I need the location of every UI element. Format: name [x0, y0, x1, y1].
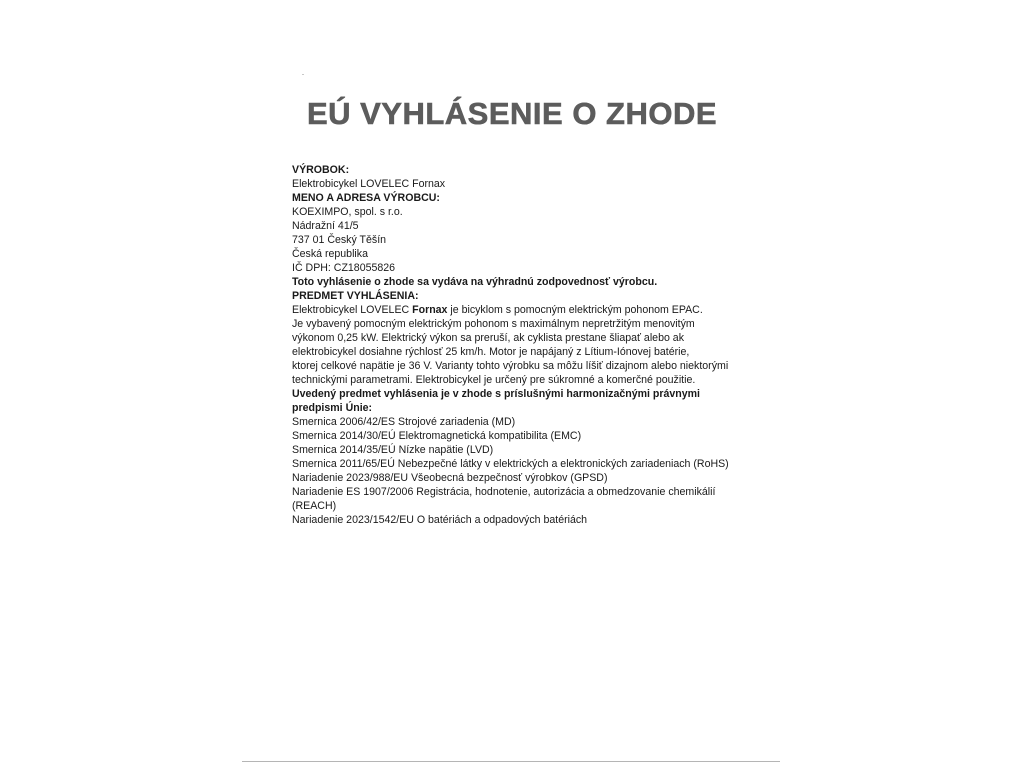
- directive-rohs: Smernica 2011/65/EÚ Nebezpečné látky v elektrických a elektronických zariadeniach (RoHS): [292, 458, 729, 470]
- subject-line-1-start: Elektrobicykel LOVELEC: [292, 304, 413, 316]
- regulation-reach: Nariadenie ES 1907/2006 Registrácia, hodnotenie, autorizácia a obmedzovanie chemikálií: [292, 486, 716, 498]
- manufacturer-city: 737 01 Český Těšín: [292, 234, 387, 246]
- subject-line-5: ktorej celkové napätie je 36 V. Varianty tohto výrobku sa môžu líšiť dizajnom alebo niektorými: [292, 360, 729, 372]
- document-body: [292, 163, 742, 527]
- regulation-reach-abbrev: (REACH): [292, 500, 337, 512]
- manufacturer-country: Česká republika: [292, 248, 368, 260]
- manufacturer-label: MENO A ADRESA VÝROBCU:: [292, 192, 440, 204]
- subject-label: PREDMET VYHLÁSENIA:: [292, 290, 419, 302]
- manufacturer-name: KOEXIMPO, spol. s r.o.: [292, 206, 403, 218]
- directive-md: Smernica 2006/42/ES Strojové zariadenia (MD): [292, 416, 516, 428]
- conformity-line-2: predpismi Únie:: [292, 402, 373, 414]
- document-title: EÚ VYHLÁSENIE O ZHODE: [306, 96, 718, 131]
- regulation-batteries: Nariadenie 2023/1542/EU O batériách a odpadových batériách: [292, 514, 588, 526]
- subject-line-1: [292, 303, 742, 317]
- bottom-divider: [242, 761, 780, 762]
- scan-speck: [302, 74, 304, 75]
- subject-line-4: elektrobicykel dosiahne rýchlosť 25 km/h. Motor je napájaný z Lítium-Iónovej batérie,: [292, 346, 690, 358]
- directive-lvd: Smernica 2014/35/EÚ Nízke napätie (LVD): [292, 444, 494, 456]
- subject-line-2: Je vybavený pomocným elektrickým pohonom s maximálnym nepretržitým menovitým: [292, 318, 695, 330]
- conformity-line-1: Uvedený predmet vyhlásenia je v zhode s príslušnými harmonizačnými právnymi: [292, 388, 701, 400]
- subject-line-6: technickými parametrami. Elektrobicykel je určený pre súkromné a komerčné použitie.: [292, 374, 696, 386]
- subject-model-name: Fornax: [412, 304, 448, 316]
- product-label: VÝROBOK:: [292, 164, 350, 176]
- directive-emc: Smernica 2014/30/EÚ Elektromagnetická kompatibilita (EMC): [292, 430, 582, 442]
- product-value: Elektrobicykel LOVELEC Fornax: [292, 178, 446, 190]
- manufacturer-street: Nádražní 41/5: [292, 220, 359, 232]
- subject-line-3: výkonom 0,25 kW. Elektrický výkon sa preruší, ak cyklista prestane šliapať alebo ak: [292, 332, 684, 344]
- manufacturer-vat: IČ DPH: CZ18055826: [292, 262, 396, 274]
- responsibility-statement: Toto vyhlásenie o zhode sa vydáva na výhradnú zodpovednosť výrobcu.: [292, 276, 658, 288]
- regulation-gpsd: Nariadenie 2023/988/EU Všeobecná bezpečnosť výrobkov (GPSD): [292, 472, 608, 484]
- subject-line-1-end: je bicyklom s pomocným elektrickým pohonom EPAC.: [447, 304, 703, 316]
